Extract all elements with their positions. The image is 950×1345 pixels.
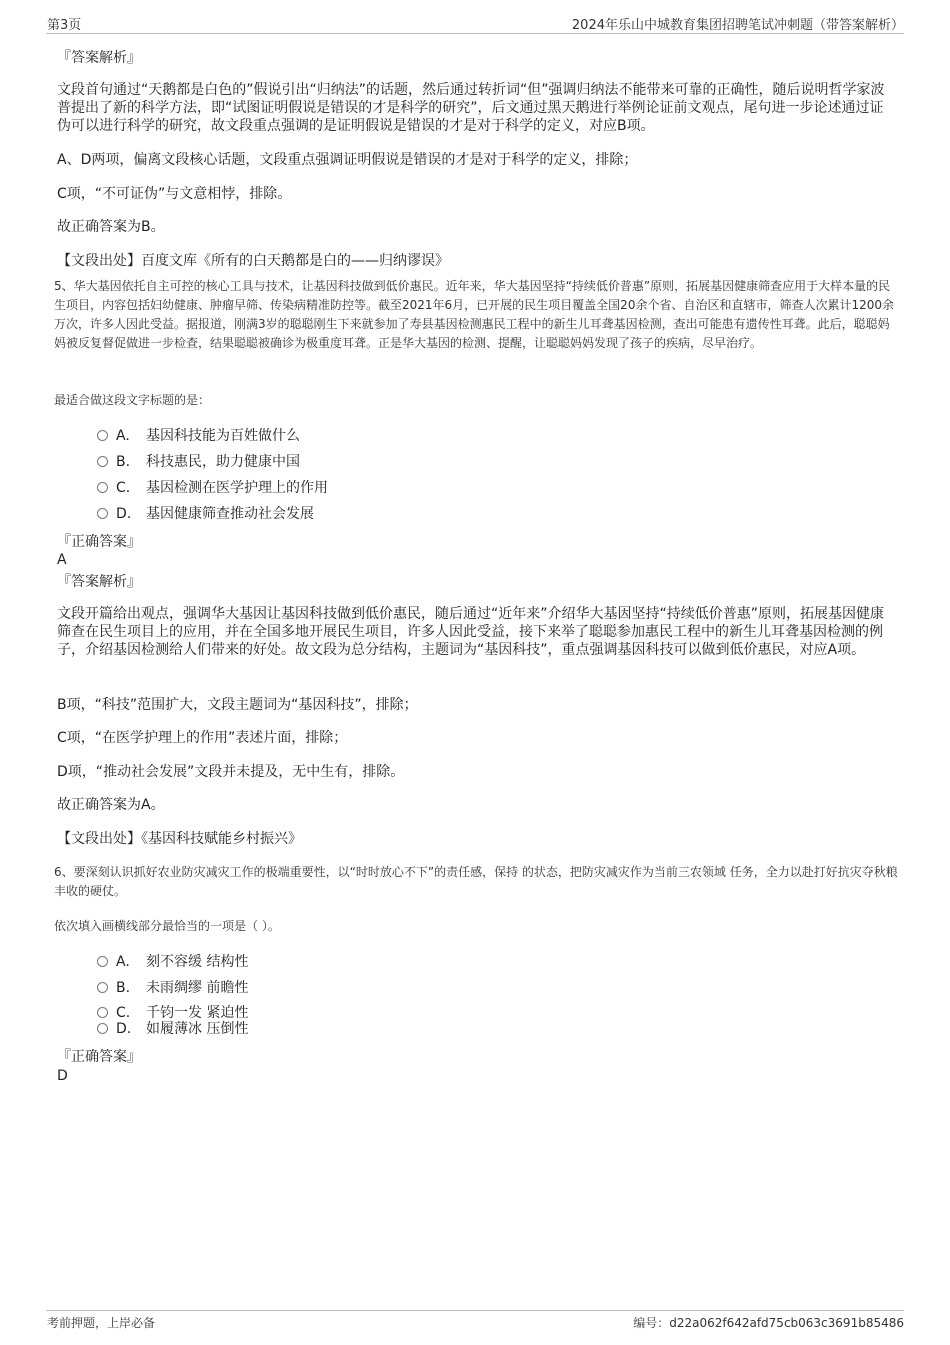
q5-analysis: 文段开篇给出观点，强调华大基因让基因科技做到低价惠民，随后通过“近年来”介绍华大基因坚持“持续低价普惠”原则，拓展基因健康筛查在民生项目上的应用，并在全国多地开展民生项目，许多人因此受益，接下来举了聪聪参加惠民工程中的新生儿耳聋基因检测的例子，介绍基因检测给人们带来的好处。故文段为总分结构，主题词为“基因科技”，重点强调基因科技可以做到低价惠民，对应A项。	[57, 606, 885, 658]
q4-note-1: A、D两项，偏离文段核心话题，文段重点强调证明假说是错误的才是对于科学的定义，排除；	[57, 152, 638, 168]
radio-icon[interactable]	[97, 982, 108, 993]
q5-answer: A	[57, 552, 67, 568]
radio-icon[interactable]	[97, 956, 108, 967]
header-divider	[46, 33, 904, 34]
q6-option-d[interactable]: D. 如履薄冰 压倒性	[97, 1020, 248, 1038]
q5-answer-label: 『正确答案』	[57, 534, 141, 550]
q6-option-c[interactable]: C. 千钧一发 紧迫性	[97, 1004, 248, 1022]
q4-source: 【文段出处】百度文库《所有的白天鹅都是白的——归纳谬误》	[57, 253, 449, 269]
q5-note-3: D项，“推动社会发展”文段并未提及，无中生有，排除。	[57, 764, 405, 780]
q4-note-3: 故正确答案为B。	[57, 219, 165, 235]
radio-icon[interactable]	[97, 1023, 108, 1034]
radio-icon[interactable]	[97, 430, 108, 441]
q5-option-a[interactable]: A. 基因科技能为百姓做什么	[97, 427, 300, 445]
q5-option-b[interactable]: B. 科技惠民，助力健康中国	[97, 453, 300, 471]
q4-analysis-label: 『答案解析』	[57, 50, 141, 66]
document-id	[633, 1314, 904, 1331]
q4-note-2: C项，“不可证伪”与文意相悖，排除。	[57, 186, 292, 202]
radio-icon[interactable]	[97, 456, 108, 467]
q5-note-4: 故正确答案为A。	[57, 797, 165, 813]
document-id-value: d22a062f642afd75cb063c3691b85486	[669, 1316, 904, 1330]
document-title: 2024年乐山中城教育集团招聘笔试冲刺题（带答案解析）	[571, 18, 904, 33]
q5-analysis-label: 『答案解析』	[57, 574, 141, 590]
radio-icon[interactable]	[97, 1007, 108, 1018]
q5-option-c[interactable]: C. 基因检测在医学护理上的作用	[97, 479, 328, 497]
radio-icon[interactable]	[97, 482, 108, 493]
footer-divider	[46, 1310, 904, 1311]
q5-prompt: 最适合做这段文字标题的是：	[54, 393, 211, 407]
q5-source: 【文段出处】《基因科技赋能乡村振兴》	[57, 831, 302, 847]
q5-note-2: C项，“在医学护理上的作用”表述片面，排除；	[57, 730, 348, 746]
document-id-label: 编号：	[633, 1316, 670, 1330]
radio-icon[interactable]	[97, 508, 108, 519]
q5-note-1: B项，“科技”范围扩大，文段主题词为“基因科技”，排除；	[57, 697, 418, 713]
q6-prompt: 依次填入画横线部分最恰当的一项是（ ）。	[54, 919, 280, 933]
q5-text: 5、华大基因依托自主可控的核心工具与技术，让基因科技做到低价惠民。近年来，华大基因坚持“持续低价普惠”原则，拓展基因健康筛查应用于大样本量的民生项目，内容包括妇幼健康、肿瘤早筛、传染病精准防控等。截至2021年6月，已开展的民生项目覆盖全国20余个省、自治区和直辖市，筛查人次累计1200余万次，许多人因此受益。据报道，刚满3岁的聪聪刚生下来就参加了寿县基因检测惠民工程中的新生儿耳聋基因检测，查出可能患有遗传性耳聋。此后，聪聪妈妈被反复督促做进一步检查，结果聪聪被确诊为极重度耳聋。正是华大基因的检测、提醒，让聪聪妈妈发现了孩子的疾病，尽早治疗。	[54, 279, 894, 350]
q5-option-d[interactable]: D. 基因健康筛查推动社会发展	[97, 505, 314, 523]
footer-slogan: 考前押题，上岸必备	[47, 1316, 156, 1330]
q4-analysis: 文段首句通过“天鹅都是白色的”假说引出“归纳法”的话题，然后通过转折词“但”强调归纳法不能带来可靠的正确性，随后说明哲学家波普提出了新的科学方法，即“试图证明假说是错误的才是科学的研究”，后文通过黑天鹅进行举例论证前文观点，尾句进一步论述通过证伪可以进行科学的研究，故文段重点强调的是证明假说是错误的才是对于科学的定义，对应B项。	[57, 82, 885, 134]
page-number: 第3页	[47, 18, 82, 33]
q6-option-b[interactable]: B. 未雨绸缪 前瞻性	[97, 979, 248, 997]
q6-answer-label: 『正确答案』	[57, 1049, 141, 1065]
q6-text: 6、要深刻认识抓好农业防灾减灾工作的极端重要性，以“时时放心不下”的责任感，保持 的状态，把防灾减灾作为当前三农领域 任务，全力以赴打好抗灾夺秋粮丰收的硬仗。	[54, 865, 898, 898]
q6-answer: D	[57, 1068, 68, 1084]
q6-option-a[interactable]: A. 刻不容缓 结构性	[97, 953, 248, 971]
